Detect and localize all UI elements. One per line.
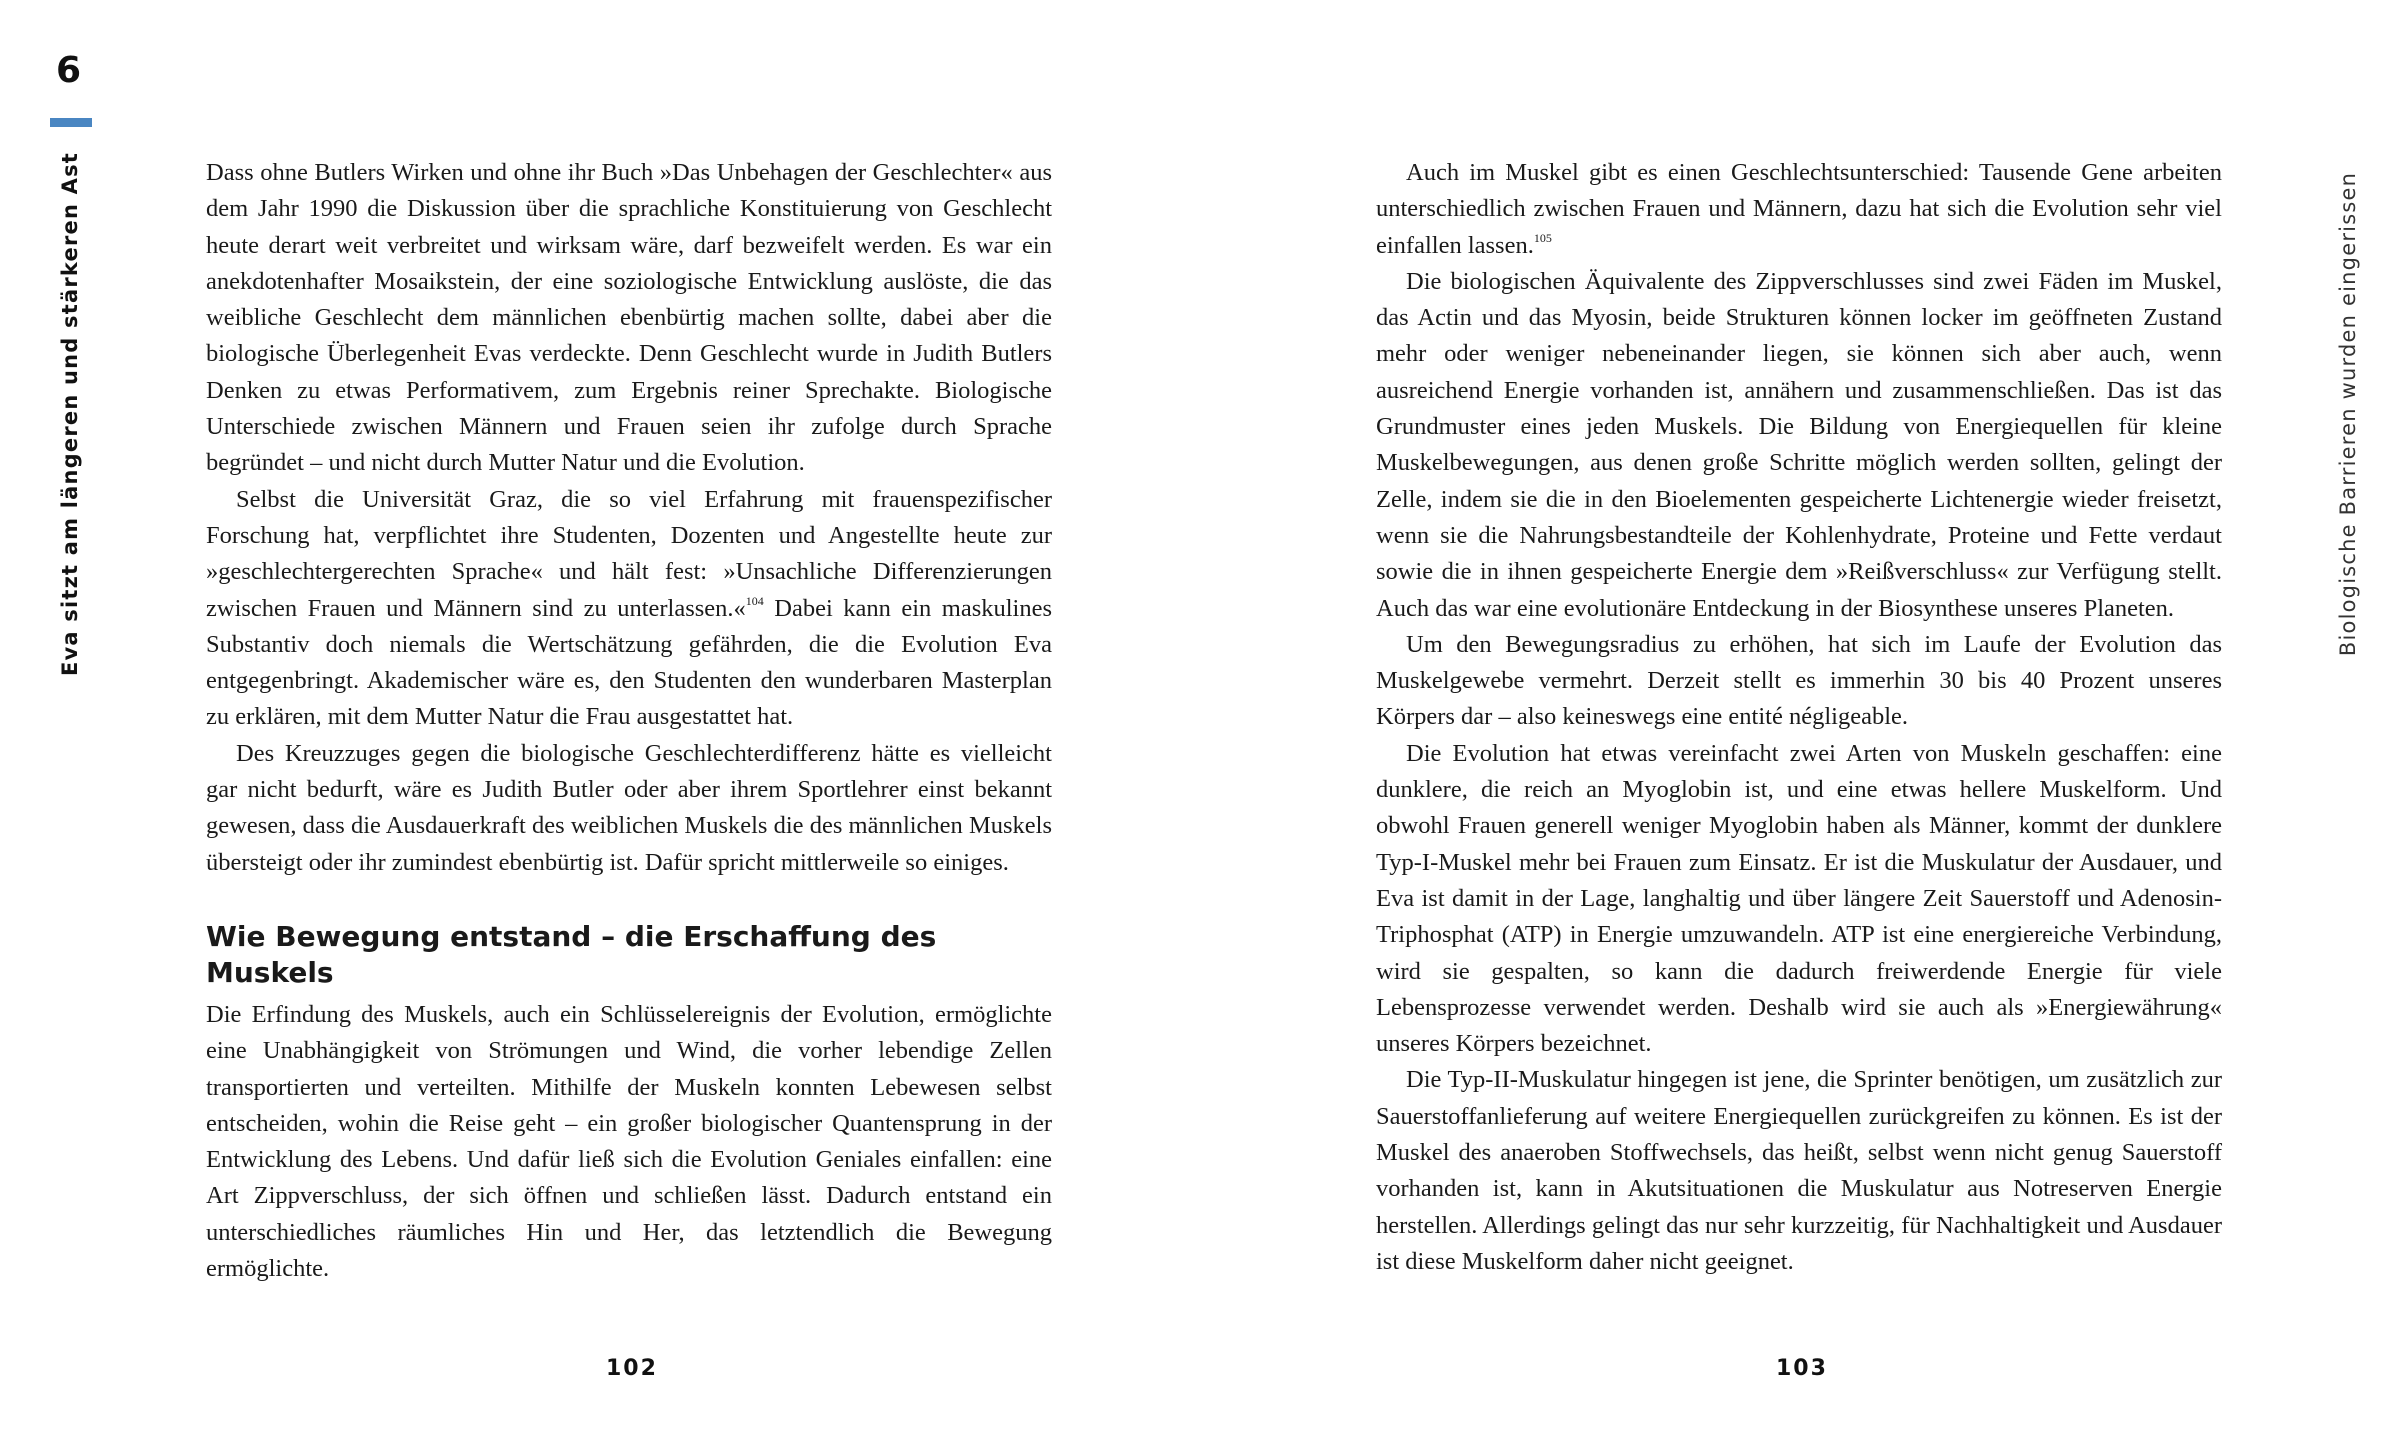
paragraph-text: Selbst die Universität Graz, die so viel Erfahrung mit frauenspezifischer Forschung hat, verpflichtet ihre Studenten, Dozenten und Angestellte heute zur »geschlechtergerechten Sprache« und hält fest: »Unsachliche Differenzierungen zwischen Frauen und Männern sind zu unterlassen.«: [206, 485, 1052, 622]
running-head-right: Biologische Barrieren wurden eingerissen: [2336, 171, 2360, 657]
paragraph-text-continued: Dabei kann ein maskulines Substantiv doch niemals die Wertschätzung gefährden, die die Evolution Eva entgegenbringt. Akademischer wäre es, den Studenten den wunderbaren Masterplan zu erklären, mit dem Mutter Natur die Frau ausgestattet hat.: [206, 594, 1052, 731]
footnote-ref: 104: [745, 593, 764, 608]
running-head-left: Eva sitzt am längeren und stärkeren Ast: [58, 151, 82, 677]
footnote-ref: 105: [1533, 230, 1552, 245]
left-page-column: [206, 155, 1052, 1287]
section-heading: Wie Bewegung entstand – die Erschaffung des Muskels: [206, 919, 937, 989]
paragraph: Um den Bewegungsradius zu erhöhen, hat sich im Laufe der Evolution das Muskelgewebe vermehrt. Derzeit stellt es immerhin 30 bis 40 Prozent unseres Körpers dar – also keineswegs eine entité négligeable.: [1376, 630, 2222, 731]
paragraph: Des Kreuzzuges gegen die biologische Geschlechterdifferenz hätte es vielleicht gar nicht bedurft, wäre es Judith Butler oder aber ihrem Sportlehrer einst bekannt gewesen, dass die Ausdauerkraft des weiblichen Muskels die des männlichen Muskels übersteigt oder ihr zumindest ebenbürtig ist. Dafür spricht mittlerweile so einiges.: [206, 739, 1052, 876]
page-number-left: 102: [606, 1356, 658, 1381]
page-number-right: 103: [1776, 1356, 1828, 1381]
paragraph: Dass ohne Butlers Wirken und ohne ihr Buch »Das Unbehagen der Geschlechter« aus dem Jahr 1990 die Diskussion über die sprachliche Konstituierung von Geschlecht heute derart weit verbreitet und wirksam wäre, darf bezweifelt werden. Es war ein anekdotenhafter Mosaikstein, der eine soziologische Entwicklung auslöste, die das weibliche Geschlecht dem männlichen ebenbürtig machen sollte, dabei aber die biologische Überlegenheit Evas verdeckte. Denn Geschlecht wurde in Judith Butlers Denken zu etwas Performativem, zum Ergebnis reiner Sprechakte. Biologische Unterschiede zwischen Männern und Frauen seien ihr zufolge durch Sprache begründet – und nicht durch Mutter Natur und die Evolution.: [206, 159, 1052, 477]
paragraph: Die biologischen Äquivalente des Zippverschlusses sind zwei Fäden im Muskel, das Actin und das Myosin, beide Strukturen können locker im geöffneten Zustand mehr oder weniger nebeneinander liegen, sie können sich aber auch, wenn ausreichend Energie vorhanden ist, annähern und zusammenschließen. Das ist das Grundmuster eines jeden Muskels. Die Bildung von Energiequellen für kleine Muskelbewegungen, aus denen große Schritte möglich werden sollten, gelingt der Zelle, indem sie die in den Bioelementen gespeicherte Lichtenergie wieder freisetzt, wenn sie die Nahrungsbestandteile der Kohlenhydrate, Proteine und Fette verdaut sowie die in ihnen gespeicherte Energie dem »Reißverschluss« zur Verfügung stellt. Auch das war eine evolutionäre Entdeckung in der Biosynthese unseres Planeten.: [1376, 267, 2222, 622]
paragraph: Die Typ-II-Muskulatur hingegen ist jene, die Sprinter benötigen, um zusätzlich zur Sauerstoffanlieferung auf weitere Energiequellen zurückgreifen zu können. Es ist der Muskel des anaeroben Stoffwechsels, das heißt, selbst wenn nicht genug Sauerstoff vorhanden ist, kann in Akutsituationen die Muskulatur aus Notreserven Energie herstellen. Allerdings gelingt das nur sehr kurzzeitig, für Nachhaltigkeit und Ausdauer ist diese Muskelform daher nicht geeignet.: [1376, 1066, 2222, 1275]
right-page-column: [1376, 155, 2222, 1280]
paragraph-text: Auch im Muskel gibt es einen Geschlechtsunterschied: Tausende Gene arbeiten unterschiedlich zwischen Frauen und Männern, dazu hat sich die Evolution sehr viel einfallen lassen.: [1376, 159, 2222, 259]
chapter-number: 6: [56, 50, 82, 91]
paragraph: Die Evolution hat etwas vereinfacht zwei Arten von Muskeln geschaffen: eine dunklere, die reich an Myoglobin ist, und eine etwas hellere Muskelform. Und obwohl Frauen generell weniger Myoglobin haben als Männer, kommt der dunklere Typ-I-Muskel mehr bei Frauen zum Einsatz. Er ist die Muskulatur der Ausdauer, und Eva ist damit in der Lage, langhaltig und über längere Zeit Sauerstoff und Adenosin-Triphosphat (ATP) in Energie umzuwandeln. ATP ist eine energiereiche Verbindung, wird sie gespalten, so kann die dadurch freiwerdende Energie für viele Lebensprozesse verwendet werden. Deshalb wird sie auch als »Energiewährung« unseres Körpers bezeichnet.: [1376, 739, 2222, 1058]
chapter-accent-bar: [50, 118, 92, 127]
paragraph: Die Erfindung des Muskels, auch ein Schlüsselereignis der Evolution, ermöglichte eine Unabhängigkeit von Strömungen und Wind, die vorher lebendige Zellen transportierten und verteilten. Mithilfe der Muskeln konnten Lebewesen selbst entscheiden, wohin die Reise geht – ein großer biologischer Quantensprung in der Entwicklung des Lebens. Und dafür ließ sich die Evolution Geniales einfallen: eine Art Zippverschluss, der sich öffnen und schließen lässt. Dadurch entstand ein unterschiedliches räumliches Hin und Her, das letztendlich die Bewegung ermöglichte.: [206, 1000, 1052, 1283]
paragraph: [1376, 155, 2222, 264]
paragraph: [206, 482, 1052, 736]
